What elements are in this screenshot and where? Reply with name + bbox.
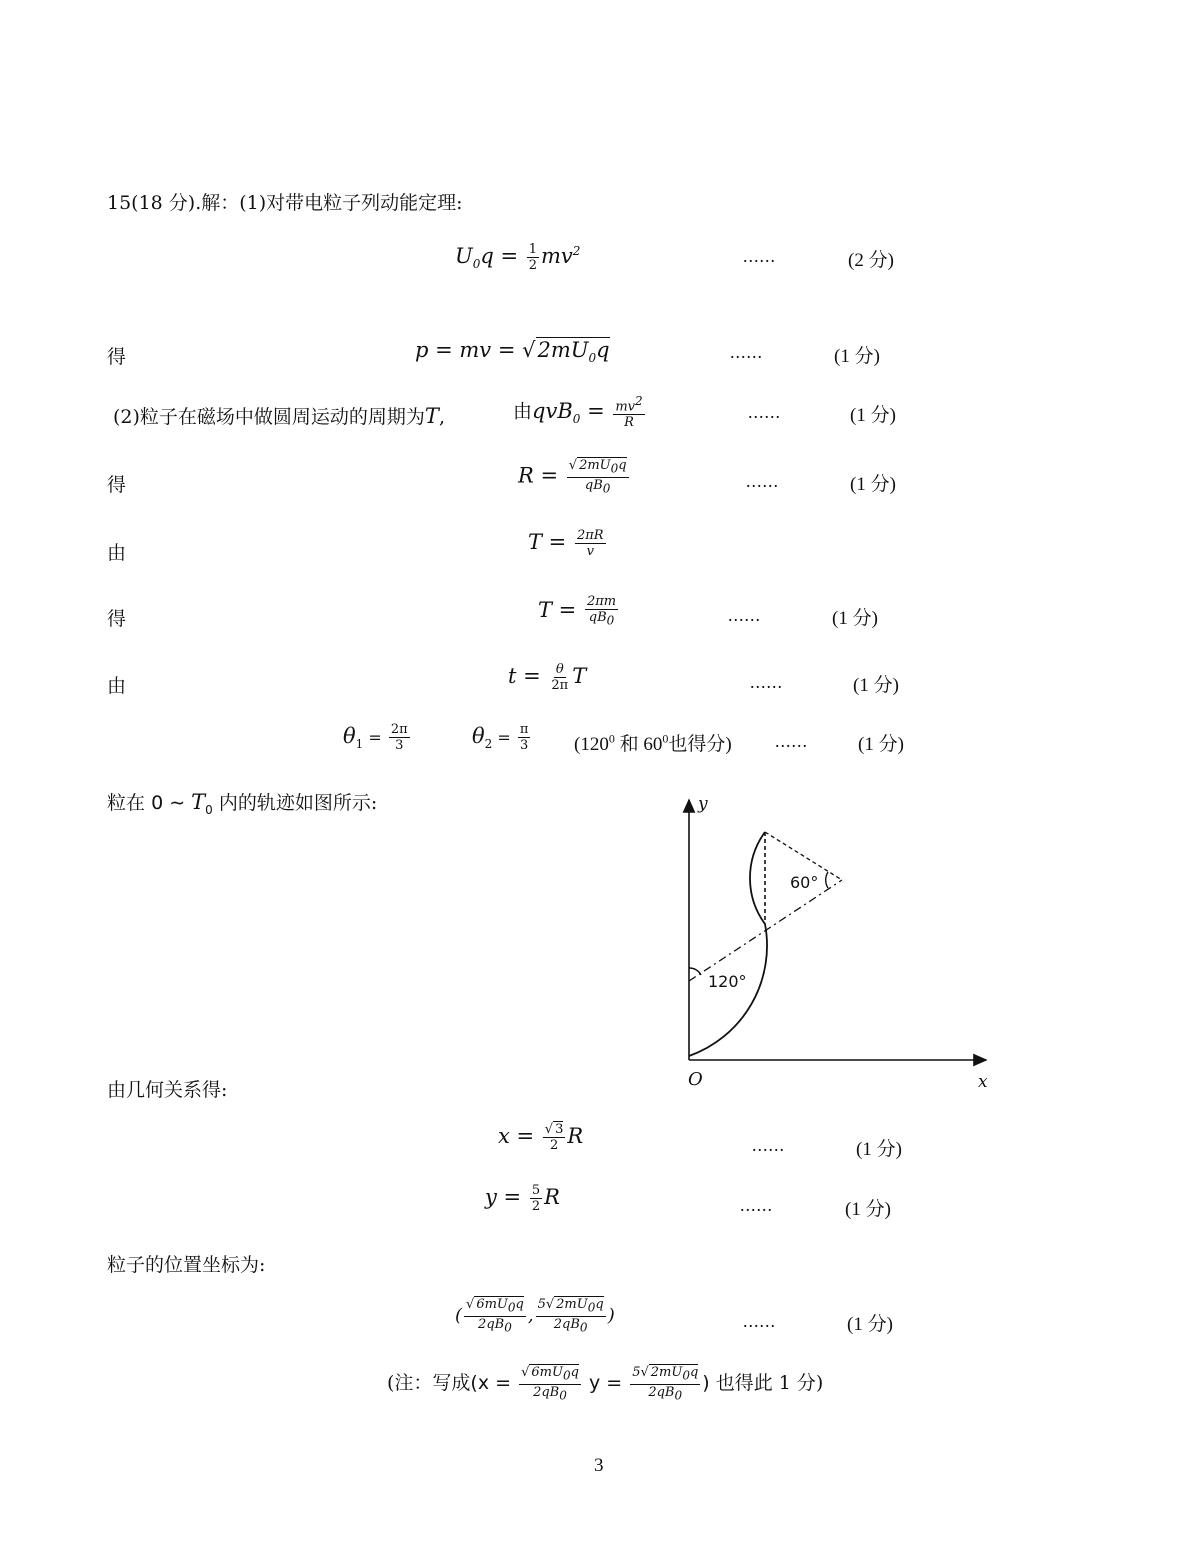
angle-arc-60 <box>826 872 828 888</box>
note: (注：写成(x = $\frac{√ 6mU_0q}{2qB_0}$ y = $\frac{5√ 2mU_0q}{2qB_0}$ ) 也得此 1 分) <box>387 1365 824 1403</box>
dots: ...... <box>728 605 761 625</box>
dots: ...... <box>740 1195 773 1215</box>
dots: ...... <box>743 246 776 266</box>
score: (1 分) <box>858 734 904 755</box>
angle-label-60: 60° <box>790 873 819 892</box>
dots: ...... <box>750 672 783 692</box>
eq-period-1: T = $\frac{2\pi R}{v}$ <box>528 528 604 559</box>
dots: ...... <box>748 402 781 422</box>
page-number: 3 <box>594 1455 604 1476</box>
origin-label: O <box>688 1069 703 1090</box>
eq-y: y = $\frac{5}{2}$ R <box>485 1183 560 1214</box>
label-de: 得 <box>107 474 127 496</box>
position-label: 粒子的位置坐标为: <box>107 1254 266 1276</box>
dots: ...... <box>730 342 763 362</box>
dots: ...... <box>775 731 808 751</box>
eq-period-2: T = $\frac{2\pi m}{qB_0}$ <box>538 594 617 628</box>
eq-theta2: $\theta_2$ = $\frac{\pi}{3}$ <box>472 722 529 753</box>
part2-text: (2)粒子在磁场中做圆周运动的周期为T, <box>113 404 445 428</box>
trajectory-text: 粒在 0 ∼ $T_0$ 内的轨迹如图所示: <box>107 790 378 817</box>
score: (1 分) <box>856 1139 902 1160</box>
label-de: 得 <box>107 346 127 368</box>
problem-header: 15(18 分).解：(1)对带电粒子列动能定理: <box>107 192 463 214</box>
eq-momentum: p = mv = $√2mU_0q$ <box>415 338 610 366</box>
score: (1 分) <box>832 608 878 629</box>
score: (1 分) <box>845 1199 891 1220</box>
eq-lorentz: 由qvB$_0$ = $\frac{mv^2}{R}$ <box>513 394 643 431</box>
score: (1 分) <box>850 474 896 495</box>
dots: ...... <box>752 1135 785 1155</box>
axis-label-x: x <box>978 1072 988 1092</box>
dots: ...... <box>743 1311 776 1331</box>
dots: ...... <box>746 471 779 491</box>
eq-kinetic-energy: $U_0q$ = $\frac{1}{2}$ $mv^2$ <box>455 242 581 273</box>
trajectory-diagram <box>660 790 1000 1100</box>
label-de: 得 <box>107 608 127 630</box>
eq-position: ( $\frac{√ 6mU_0q}{2qB_0}$ , $\frac{5√ 2mU_0q}{2qB_0}$ ) <box>455 1297 615 1335</box>
eq-x: x = $\frac{√ 3}{2}$ R <box>498 1122 584 1153</box>
angle-note: ($120^0$ 和 $60^0$也得分) <box>574 731 732 755</box>
axis-label-y: y <box>698 794 708 814</box>
score: (1 分) <box>834 346 880 367</box>
label-you: 由 <box>107 675 127 697</box>
score: (1 分) <box>847 1314 893 1335</box>
score: (2 分) <box>848 250 894 271</box>
trajectory-arc-upper <box>750 832 765 924</box>
eq-radius: R = $\frac{√ 2mU_0q}{qB_0}$ <box>518 458 627 496</box>
angle-label-120: 120° <box>708 972 747 991</box>
geometry-label: 由几何关系得: <box>107 1079 228 1101</box>
eq-theta1: $\theta_1$ = $\frac{2\pi}{3}$ <box>343 722 408 753</box>
eq-time: t = $\frac{\theta}{2\pi}$ T <box>508 662 587 693</box>
label-you: 由 <box>107 542 127 564</box>
score: (1 分) <box>850 405 896 426</box>
score: (1 分) <box>853 675 899 696</box>
